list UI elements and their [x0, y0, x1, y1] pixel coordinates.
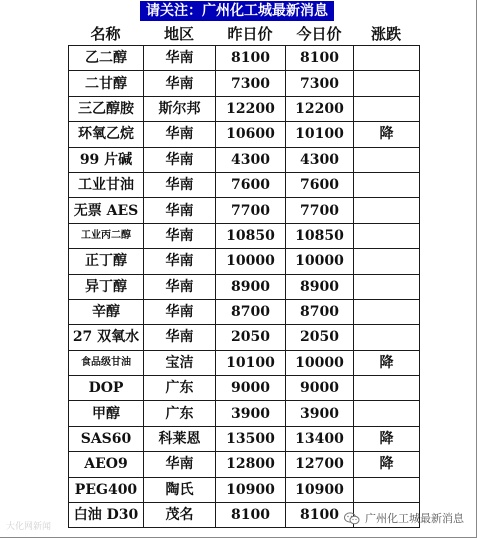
yesterday-price: 8700 — [216, 299, 286, 324]
table-row — [69, 223, 420, 248]
region-cell: 华南 — [144, 147, 216, 172]
product-name: 工业丙二醇 — [69, 223, 144, 248]
change-cell — [354, 198, 420, 223]
region-cell: 华南 — [144, 299, 216, 324]
region-cell: 华南 — [144, 71, 216, 96]
change-cell: 降 — [354, 350, 420, 375]
yesterday-price: 2050 — [216, 325, 286, 350]
table-row — [69, 172, 420, 197]
change-cell — [354, 274, 420, 299]
change-cell — [354, 96, 420, 121]
product-name: 三乙醇胺 — [69, 96, 144, 121]
yesterday-price: 4300 — [216, 147, 286, 172]
watermark-right — [344, 510, 464, 526]
region-cell: 华南 — [144, 274, 216, 299]
region-cell: 华南 — [144, 122, 216, 147]
yesterday-price: 10900 — [216, 477, 286, 502]
change-cell — [354, 299, 420, 324]
region-cell: 华南 — [144, 249, 216, 274]
today-price: 10850 — [286, 223, 354, 248]
yesterday-price: 8100 — [216, 503, 286, 528]
product-name: 二甘醇 — [69, 71, 144, 96]
product-name: 工业甘油 — [69, 172, 144, 197]
today-price: 10000 — [286, 350, 354, 375]
yesterday-price: 7300 — [216, 71, 286, 96]
table-row — [69, 325, 420, 350]
table-row — [69, 274, 420, 299]
header-today: 今日价 — [296, 25, 342, 43]
product-name: SAS60 — [69, 426, 144, 451]
product-name: 正丁醇 — [69, 249, 144, 274]
header-region: 地区 — [163, 25, 194, 43]
product-name: 食品级甘油 — [69, 350, 144, 375]
product-name: 99 片碱 — [69, 147, 144, 172]
region-cell: 广东 — [144, 401, 216, 426]
yesterday-price: 3900 — [216, 401, 286, 426]
table-row — [69, 426, 420, 451]
product-name: 无票 AES — [69, 198, 144, 223]
today-price: 4300 — [286, 147, 354, 172]
today-price: 9000 — [286, 376, 354, 401]
change-cell — [354, 249, 420, 274]
change-cell — [354, 325, 420, 350]
table-row — [69, 401, 420, 426]
product-name: DOP — [69, 376, 144, 401]
region-cell: 宝洁 — [144, 350, 216, 375]
yesterday-price: 12800 — [216, 452, 286, 477]
today-price: 8100 — [286, 46, 354, 71]
today-price: 10900 — [286, 477, 354, 502]
today-price: 7300 — [286, 71, 354, 96]
today-price: 13400 — [286, 426, 354, 451]
yesterday-price: 10100 — [216, 350, 286, 375]
price-table-body — [69, 46, 420, 528]
today-price: 10100 — [286, 122, 354, 147]
region-cell: 陶氏 — [144, 477, 216, 502]
change-cell — [354, 71, 420, 96]
change-cell — [354, 46, 420, 71]
product-name: 乙二醇 — [69, 46, 144, 71]
change-cell — [354, 172, 420, 197]
table-row — [69, 376, 420, 401]
table-row — [69, 71, 420, 96]
table-row — [69, 350, 420, 375]
yesterday-price: 10850 — [216, 223, 286, 248]
today-price: 12700 — [286, 452, 354, 477]
change-cell: 降 — [354, 122, 420, 147]
product-name: 27 双氧水 — [69, 325, 144, 350]
header-change: 涨跌 — [370, 25, 401, 43]
yesterday-price: 13500 — [216, 426, 286, 451]
yesterday-price: 8100 — [216, 46, 286, 71]
table-row — [69, 96, 420, 121]
today-price: 3900 — [286, 401, 354, 426]
table-header — [68, 22, 411, 46]
today-price: 10000 — [286, 249, 354, 274]
region-cell: 华南 — [144, 452, 216, 477]
banner-title: 请关注：广州化工城最新消息 — [140, 1, 334, 21]
table-row — [69, 46, 420, 71]
header-yesterday: 昨日价 — [227, 25, 273, 43]
region-cell: 华南 — [144, 46, 216, 71]
change-cell — [354, 401, 420, 426]
region-cell: 华南 — [144, 325, 216, 350]
region-cell: 科莱恩 — [144, 426, 216, 451]
yesterday-price: 10600 — [216, 122, 286, 147]
wechat-icon — [344, 512, 360, 525]
yesterday-price: 8900 — [216, 274, 286, 299]
yesterday-price: 10000 — [216, 249, 286, 274]
header-name: 名称 — [90, 25, 121, 43]
region-cell: 斯尔邦 — [144, 96, 216, 121]
region-cell: 广东 — [144, 376, 216, 401]
change-cell — [354, 147, 420, 172]
region-cell: 华南 — [144, 223, 216, 248]
table-row — [69, 477, 420, 502]
change-cell: 降 — [354, 452, 420, 477]
today-price: 8100 — [286, 503, 354, 528]
region-cell: 华南 — [144, 172, 216, 197]
product-name: AEO9 — [69, 452, 144, 477]
region-cell: 华南 — [144, 198, 216, 223]
today-price: 2050 — [286, 325, 354, 350]
watermark-left: 大化网新闻 — [6, 522, 52, 532]
product-name: 白油 D30 — [69, 503, 144, 528]
table-row — [69, 299, 420, 324]
change-cell — [354, 376, 420, 401]
today-price: 7700 — [286, 198, 354, 223]
yesterday-price: 12200 — [216, 96, 286, 121]
region-cell: 茂名 — [144, 503, 216, 528]
today-price: 7600 — [286, 172, 354, 197]
yesterday-price: 7700 — [216, 198, 286, 223]
today-price: 12200 — [286, 96, 354, 121]
today-price: 8900 — [286, 274, 354, 299]
yesterday-price: 7600 — [216, 172, 286, 197]
product-name: 异丁醇 — [69, 274, 144, 299]
change-cell: 降 — [354, 426, 420, 451]
table-row — [69, 122, 420, 147]
table-row — [69, 198, 420, 223]
product-name: PEG400 — [69, 477, 144, 502]
change-cell — [354, 223, 420, 248]
product-name: 辛醇 — [69, 299, 144, 324]
table-row — [69, 249, 420, 274]
today-price: 8700 — [286, 299, 354, 324]
price-table — [68, 45, 420, 528]
yesterday-price: 9000 — [216, 376, 286, 401]
change-cell — [354, 477, 420, 502]
product-name: 环氧乙烷 — [69, 122, 144, 147]
table-row — [69, 147, 420, 172]
product-name: 甲醇 — [69, 401, 144, 426]
table-row — [69, 452, 420, 477]
watermark-right-text: 广州化工城最新消息 — [365, 512, 464, 525]
